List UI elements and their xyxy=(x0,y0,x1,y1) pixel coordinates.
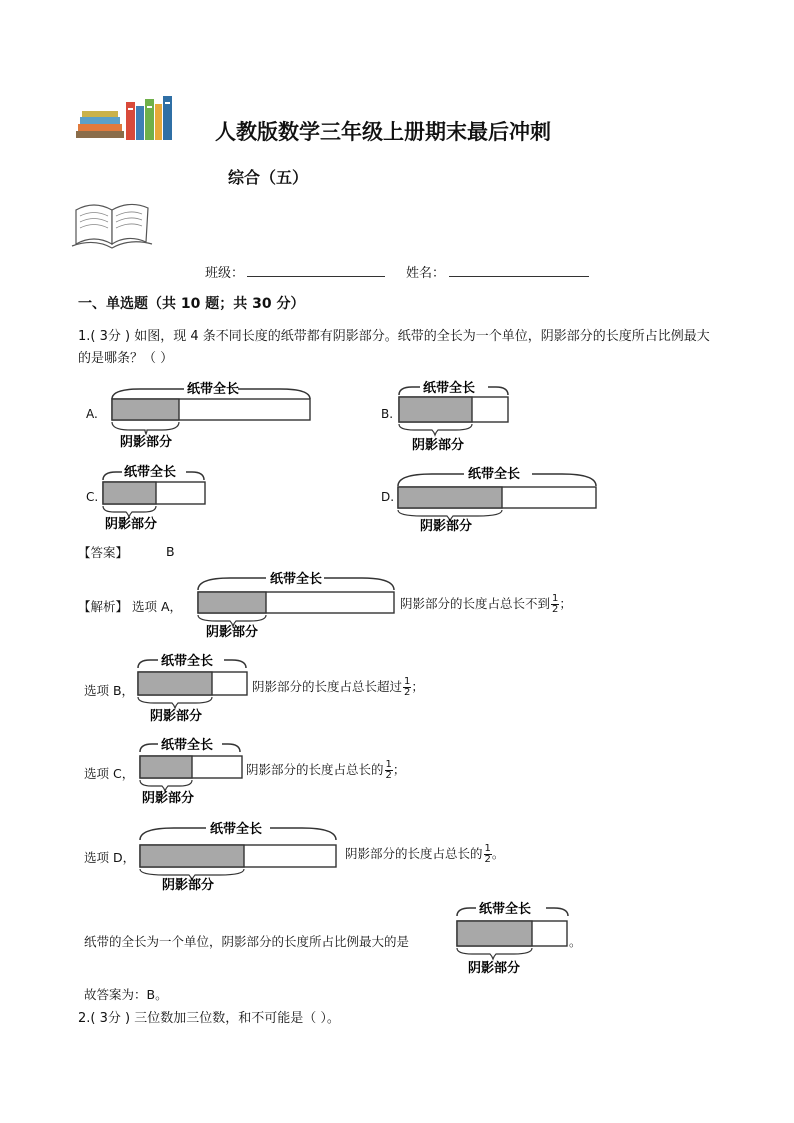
analysis-b-text: 阴影部分的长度占总长超过 $\frac{1}{2}$ ； xyxy=(252,676,424,698)
tape-shaded-part xyxy=(140,756,192,778)
tape-shaded-part xyxy=(138,672,212,695)
analysis-d-prefix: 选项 D， xyxy=(84,850,136,865)
class-label: 班级： xyxy=(205,266,245,281)
tape-bottom-label: 阴影部分 xyxy=(150,709,203,724)
name-input[interactable] xyxy=(449,262,589,277)
tape-shaded-part xyxy=(198,592,266,613)
tape-top-label: 纸带全长 xyxy=(161,654,214,669)
tape-diagram-a xyxy=(100,380,314,450)
tape-bottom-label: 阴影部分 xyxy=(206,625,259,640)
question-number: 2. xyxy=(78,1011,91,1026)
tape-top-label: 纸带全长 xyxy=(210,822,263,837)
tape-bottom-label: 阴影部分 xyxy=(468,961,521,976)
analysis-c-text: 阴影部分的长度占总长的 $\frac{1}{2}$ ； xyxy=(246,759,406,781)
question-score: ( 3分 ) xyxy=(90,1011,131,1026)
tape-top-label: 纸带全长 xyxy=(161,738,214,753)
question-stem: 如图，现 4 条不同长度的纸带都有阴影部分。纸带的全长为一个单位，阴影部分的长度所占比例最大的是哪条？（ ） xyxy=(78,329,710,366)
section-heading: 一、单选题（共 10 题；共 30 分） xyxy=(78,296,305,312)
answer-value: B xyxy=(166,544,175,559)
analysis-tape-d xyxy=(134,816,342,892)
tape-shaded-part xyxy=(140,845,244,867)
tape-shaded-part xyxy=(112,399,179,420)
tape-bottom-label: 阴影部分 xyxy=(142,791,195,806)
option-d-label: D. xyxy=(381,490,395,504)
tape-diagram-b xyxy=(394,377,516,455)
tape-bottom-label: 阴影部分 xyxy=(162,878,215,892)
tape-shaded-part xyxy=(457,921,532,946)
books-stack-icon xyxy=(76,94,176,142)
analysis-tape-c xyxy=(134,734,246,808)
fraction-one-half: $\frac{1}{2}$ xyxy=(385,759,392,781)
tape-bottom-label: 阴影部分 xyxy=(420,519,473,534)
tape-shaded-part xyxy=(399,397,472,422)
tape-top-label: 纸带全长 xyxy=(124,465,177,480)
class-input[interactable] xyxy=(247,262,385,277)
fraction-one-half: $\frac{1}{2}$ xyxy=(404,676,411,698)
tape-diagram-c xyxy=(98,460,210,534)
analysis-b-prefix: 选项 B， xyxy=(84,683,135,698)
page-title: 人教版数学三年级上册期末最后冲刺 xyxy=(215,119,551,144)
page-subtitle: 综合（五） xyxy=(228,168,309,187)
option-b-label: B. xyxy=(381,407,394,421)
tape-bottom-label: 阴影部分 xyxy=(105,517,158,532)
tape-shaded-part xyxy=(398,487,502,508)
tape-top-label: 纸带全长 xyxy=(187,382,240,397)
analysis-d-text: 阴影部分的长度占总长的 $\frac{1}{2}$ 。 xyxy=(345,843,505,865)
fraction-one-half: $\frac{1}{2}$ xyxy=(484,843,491,865)
tape-top-label: 纸带全长 xyxy=(479,902,532,917)
conclusion-tape-b xyxy=(452,898,574,976)
analysis-a-text: 阴影部分的长度占总长不到 $\frac{1}{2}$ ； xyxy=(400,593,572,615)
tape-bottom-label: 阴影部分 xyxy=(412,438,465,453)
analysis-conclusion: 纸带的全长为一个单位，阴影部分的长度所占比例最大的是 xyxy=(84,934,410,949)
conclusion-period: 。 xyxy=(569,934,582,949)
analysis-tape-a xyxy=(190,568,402,640)
tape-bottom-label: 阴影部分 xyxy=(120,435,173,450)
question-number: 1. xyxy=(78,329,91,344)
name-label: 姓名： xyxy=(406,266,446,281)
fraction-one-half: $\frac{1}{2}$ xyxy=(552,593,559,615)
analysis-a-prefix: 选项 A， xyxy=(132,599,183,614)
question-2 xyxy=(78,1008,718,1030)
analysis-label: 【解析】 xyxy=(78,599,129,614)
tape-top-label: 纸带全长 xyxy=(423,381,476,396)
answer-label: 【答案】 xyxy=(78,545,129,560)
analysis-tape-b xyxy=(132,650,254,726)
open-book-icon xyxy=(70,196,154,250)
tape-top-label: 纸带全长 xyxy=(468,467,521,482)
option-c-label: C. xyxy=(86,490,99,504)
final-answer: 故答案为：B。 xyxy=(84,987,168,1002)
tape-top-label: 纸带全长 xyxy=(270,572,323,587)
question-1 xyxy=(78,326,718,370)
question-score: ( 3分 ) xyxy=(90,329,131,344)
analysis-c-prefix: 选项 C， xyxy=(84,766,135,781)
tape-diagram-d xyxy=(392,460,602,536)
question-stem: 三位数加三位数，和不可能是（ ）。 xyxy=(134,1011,340,1026)
tape-shaded-part xyxy=(103,482,156,504)
option-a-label: A. xyxy=(86,407,98,421)
